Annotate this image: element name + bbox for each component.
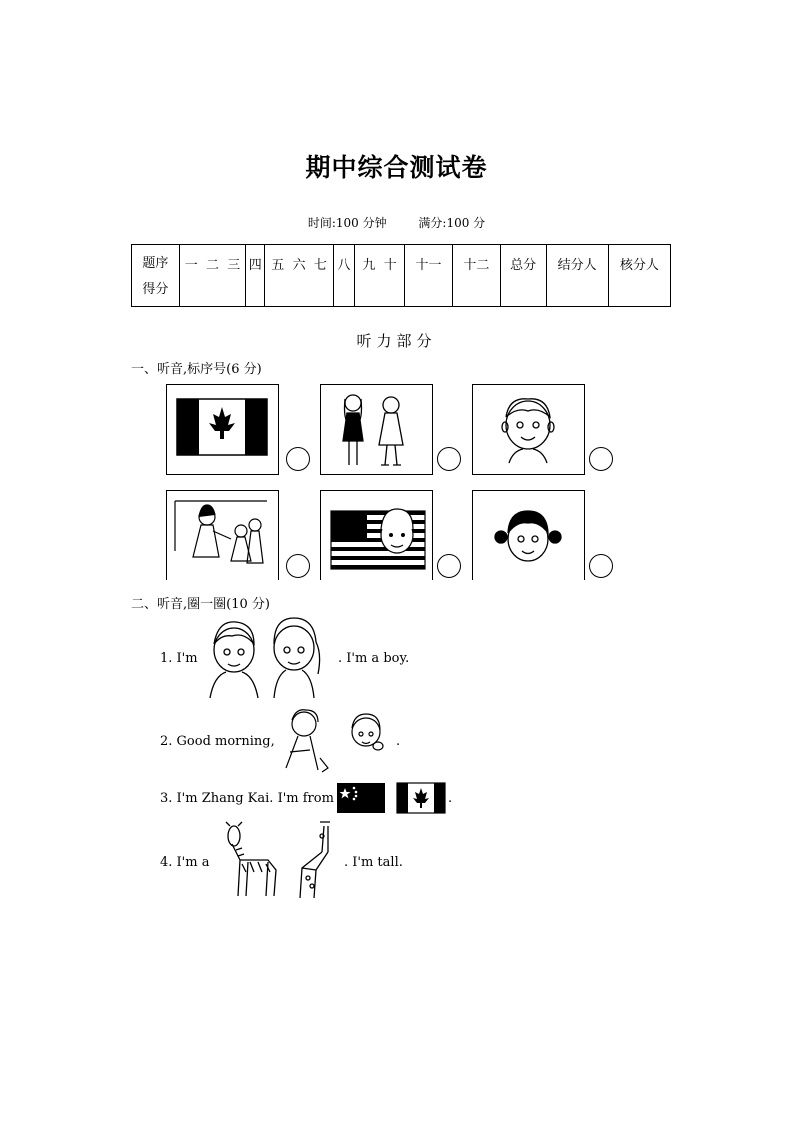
section-title: 听力部分 <box>356 332 437 350</box>
col-label: 九 <box>362 258 376 273</box>
two-girls-icon <box>321 385 431 473</box>
col-label: 八 <box>337 258 351 273</box>
score-col-checker[interactable] <box>608 245 670 307</box>
item-3-prompt: 3. I'm Zhang Kai. I'm from <box>160 791 334 806</box>
picture-4 <box>166 490 279 580</box>
china-and-canada-flags-icon[interactable] <box>337 782 447 814</box>
item-4-prompt: 4. I'm a <box>160 855 210 870</box>
col-label: 核分人 <box>619 258 659 273</box>
score-col-11[interactable] <box>405 245 453 307</box>
col-label: 十一 <box>415 258 442 273</box>
answer-circle-6[interactable] <box>589 554 613 578</box>
part2-heading: 二、听音,圈一圈(10 分) <box>131 597 270 612</box>
score-table <box>131 244 671 307</box>
picture-5 <box>320 490 433 580</box>
score-table-row-labels <box>132 245 180 307</box>
answer-circle-1[interactable] <box>286 447 310 471</box>
item-3-after: . <box>448 791 453 806</box>
score-col-1-3[interactable] <box>179 245 245 307</box>
col-label: 结分人 <box>557 258 597 273</box>
answer-circle-5[interactable] <box>437 554 461 578</box>
boy-and-girl-icon[interactable] <box>204 614 334 698</box>
answer-circle-2[interactable] <box>437 447 461 471</box>
col-label: 总分 <box>510 258 537 273</box>
score-col-9-10[interactable] <box>355 245 405 307</box>
score-col-8[interactable] <box>333 245 354 307</box>
score-col-4[interactable] <box>246 245 265 307</box>
item-2-prompt: 2. Good morning, <box>160 734 275 749</box>
part2-item-1 <box>160 651 198 666</box>
zebra-and-giraffe-icon[interactable] <box>220 822 340 902</box>
item-1-after: . I'm a boy. <box>338 651 410 666</box>
item-2-after: . <box>396 734 401 749</box>
girl-face-icon <box>473 491 583 579</box>
col-label: 六 <box>292 258 306 273</box>
boy-face-icon <box>473 385 583 473</box>
col-label: 十二 <box>463 258 490 273</box>
usa-flag-girl-icon <box>321 491 431 579</box>
answer-circle-3[interactable] <box>589 447 613 471</box>
part1-heading: 一、听音,标序号(6 分) <box>131 362 262 377</box>
score-label: 得分 <box>142 282 169 297</box>
score-col-5-7[interactable] <box>265 245 333 307</box>
grandma-and-girl-icon[interactable] <box>270 708 390 774</box>
picture-2 <box>320 384 433 475</box>
item-4-after: . I'm tall. <box>344 855 403 870</box>
canada-flag-icon <box>167 385 277 473</box>
col-label: 五 <box>271 258 285 273</box>
exam-meta <box>0 214 793 231</box>
teacher-and-children-icon <box>167 491 277 579</box>
col-label: 十 <box>383 258 397 273</box>
col-label: 三 <box>227 258 241 273</box>
item-1-prompt: 1. I'm <box>160 651 198 666</box>
part2-item-2 <box>160 734 275 749</box>
part2-item-4 <box>160 855 209 870</box>
picture-6 <box>472 490 585 580</box>
col-label: 二 <box>205 258 219 273</box>
col-label: 四 <box>248 258 262 273</box>
page-title: 期中综合测试卷 <box>305 153 488 182</box>
picture-1 <box>166 384 279 475</box>
score-col-12[interactable] <box>452 245 500 307</box>
col-label: 七 <box>313 258 327 273</box>
picture-3 <box>472 384 585 475</box>
col-label: 一 <box>184 258 198 273</box>
exam-time: 时间:100 分钟 <box>307 216 387 230</box>
exam-full-score: 满分:100 分 <box>418 216 486 230</box>
header-label: 题序 <box>142 256 169 271</box>
answer-circle-4[interactable] <box>286 554 310 578</box>
part2-item-3 <box>160 791 334 806</box>
score-col-total[interactable] <box>500 245 546 307</box>
score-col-scorer[interactable] <box>546 245 608 307</box>
